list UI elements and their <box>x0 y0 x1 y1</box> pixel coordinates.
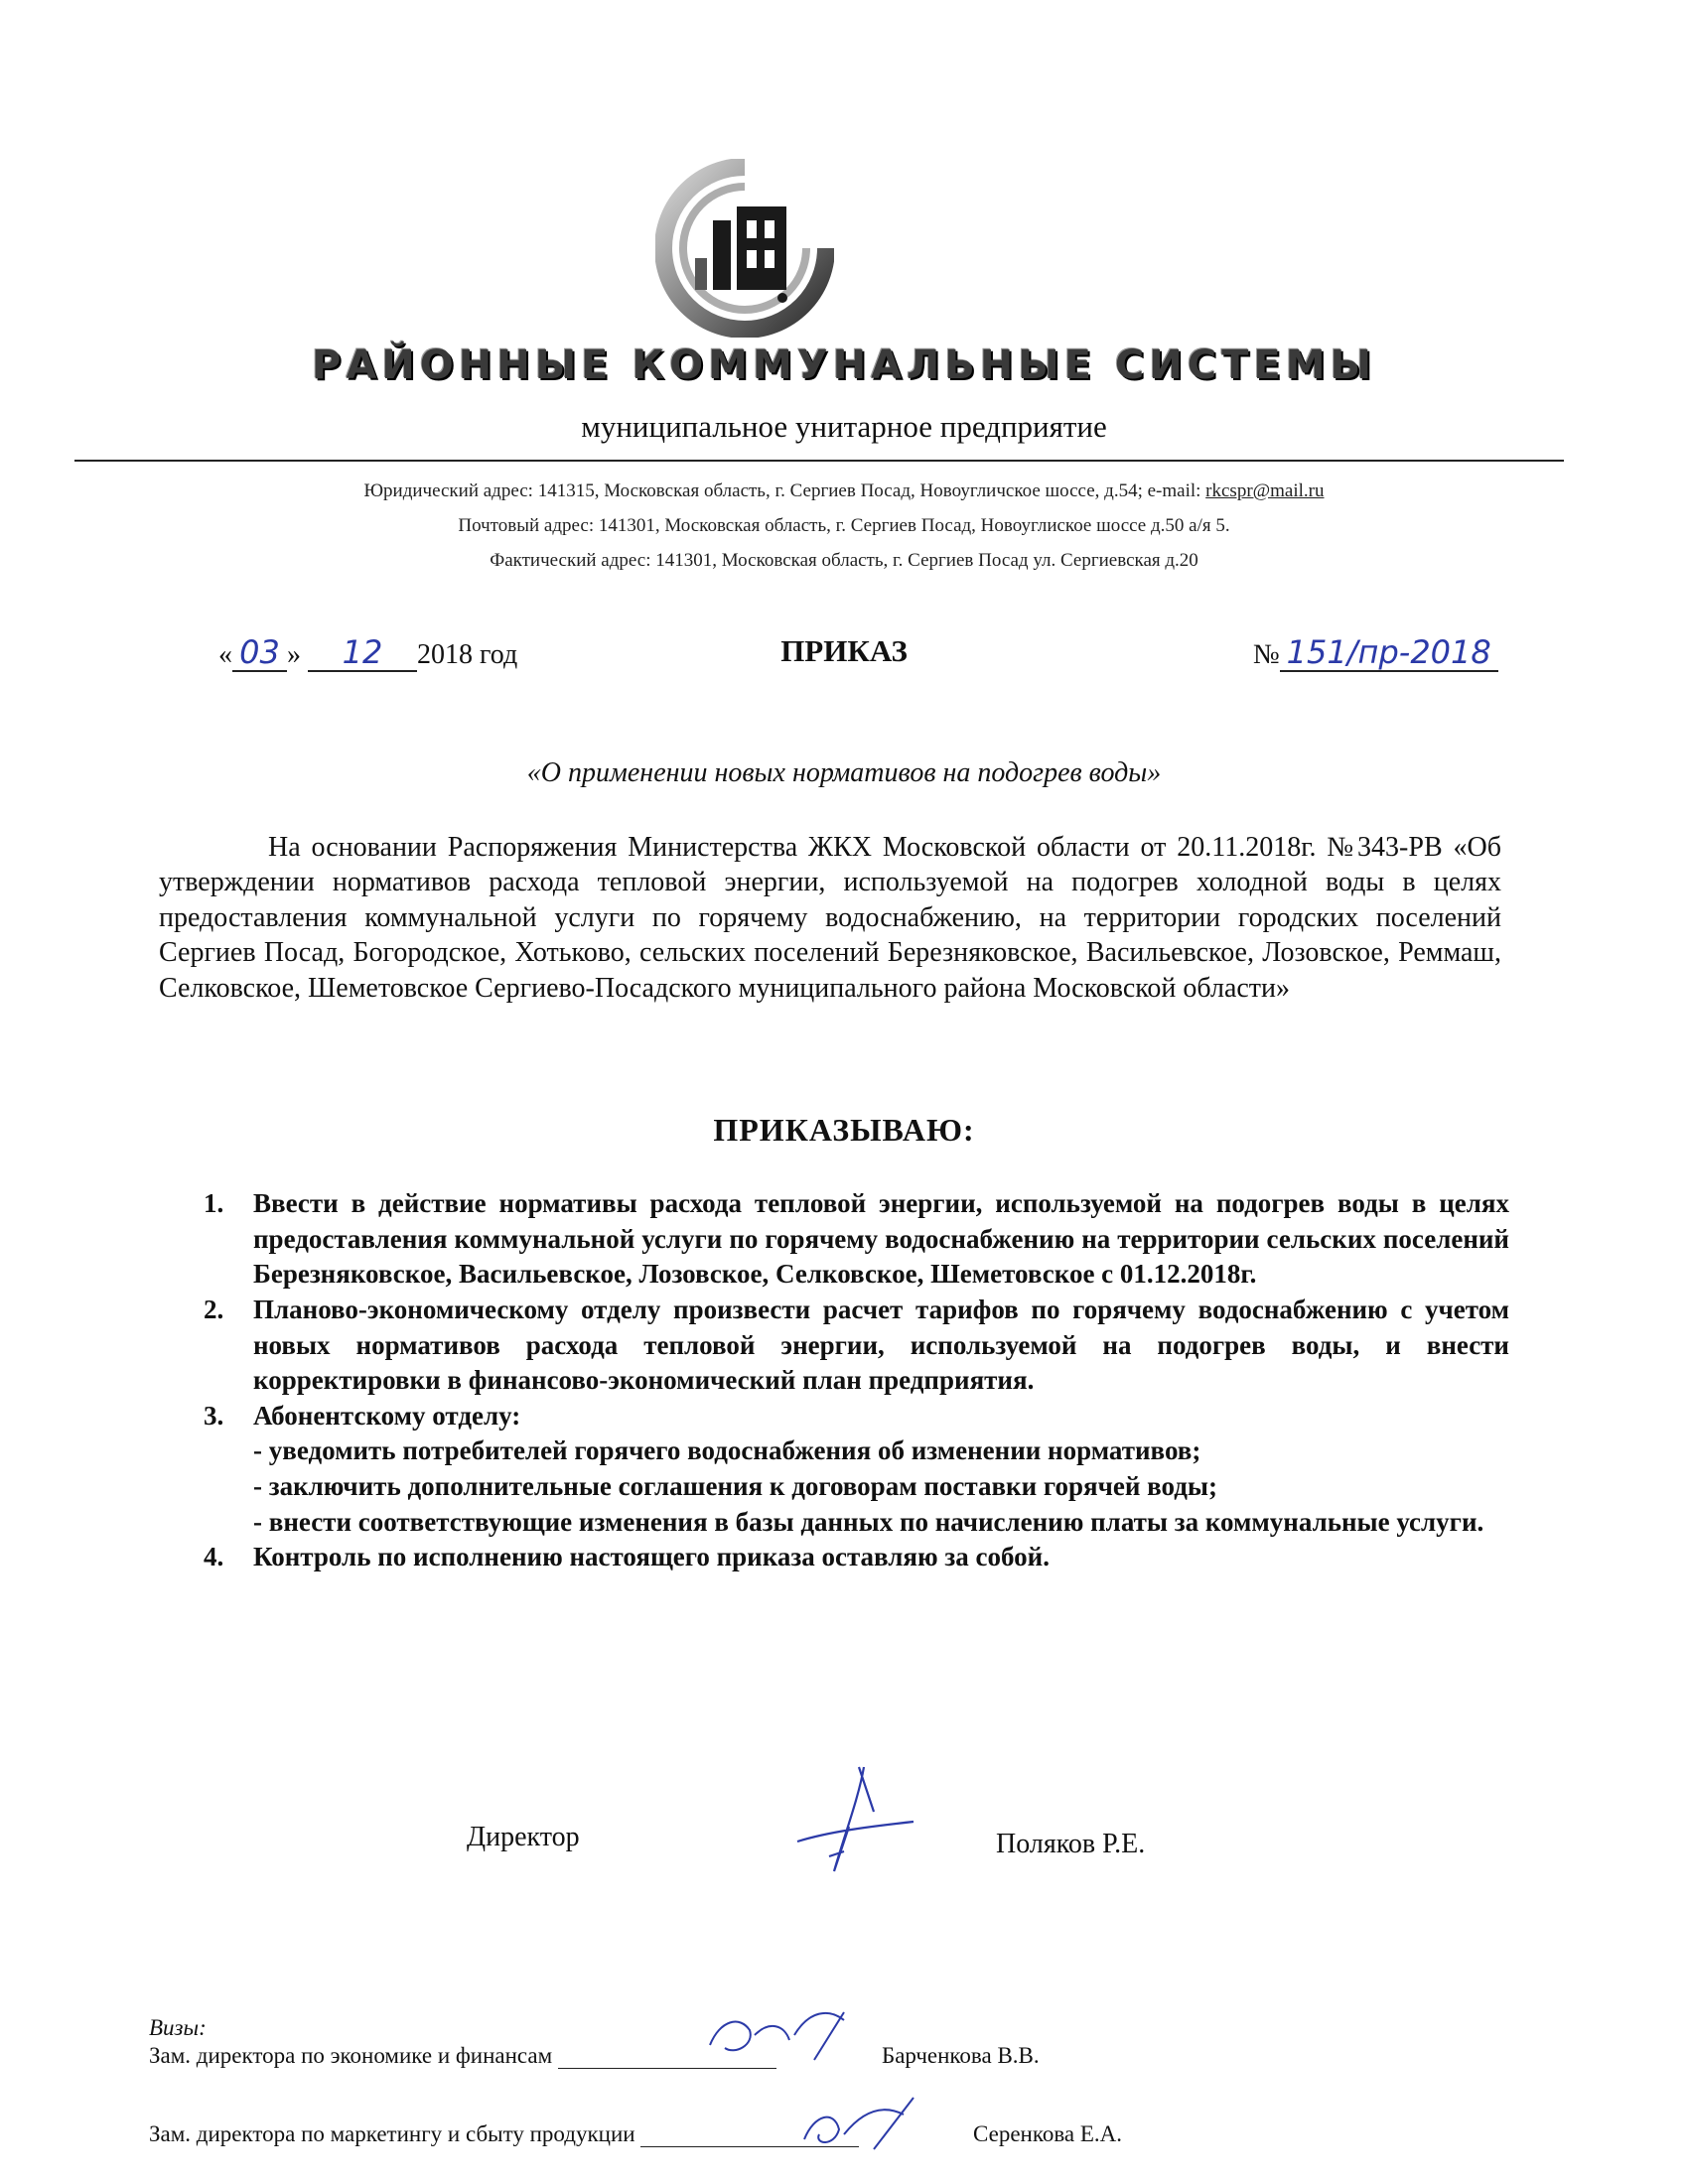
sub-item <box>253 1505 1509 1541</box>
letterhead-divider <box>74 460 1564 462</box>
sub-item <box>253 1469 1509 1505</box>
director-signature-icon <box>789 1757 918 1886</box>
item-text: Планово-экономическому отделу произвести расчет тарифов по горячему водоснабжению с учетом новых нормативов расхода тепловой энергии, используемой на подогрев воды, и внести корректировки в финансово-экономический план предприятия. <box>253 1294 1509 1396</box>
order-items <box>204 1186 1509 1575</box>
item-text: Контроль по исполнению настоящего приказа оставляю за собой. <box>253 1542 1050 1572</box>
organization-type: муниципальное унитарное предприятие <box>581 409 1107 444</box>
order-subject: «О применении новых нормативов на подогрев воды» <box>526 757 1162 788</box>
actual-address: Фактический адрес: 141301, Московская область, г. Сергиев Посад ул. Сергиевская д.20 <box>490 550 1198 571</box>
item-text: Абонентскому отделу: <box>253 1400 521 1431</box>
item-number: 2. <box>204 1294 224 1324</box>
legal-address-text: Юридический адрес: 141315, Московская область, г. Сергиев Посад, Новоугличское шоссе, д.54; e-mail: <box>363 480 1206 501</box>
signatory-title: Директор <box>467 1822 580 1852</box>
company-logo-icon <box>655 159 834 338</box>
item-number: 4. <box>204 1542 224 1572</box>
order-number <box>1253 635 1498 672</box>
item-text: Ввести в действие нормативы расхода тепловой энергии, используемой на подогрев воды в целях предоставления коммунальной услуги по горячему водоснабжению на территории сельских поселений Березняковское, Васильевское, Лозовское, Селковское, Шеметовское с 01.12.2018г. <box>253 1188 1509 1290</box>
legal-address <box>0 480 1688 502</box>
order-item-2 <box>204 1293 1509 1399</box>
order-heading: ПРИКАЗЫВАЮ: <box>713 1112 975 1148</box>
visa-position: Зам. директора по экономике и финансам <box>149 2043 553 2068</box>
postal-address: Почтовый адрес: 141301, Московская область, г. Сергиев Посад, Новоуглиское шоссе д.50 а/я 5. <box>458 515 1230 536</box>
visa-name: Серенкова Е.А. <box>973 2121 1123 2146</box>
item-number: 1. <box>204 1188 224 1218</box>
date-year: 2018 год <box>417 639 518 670</box>
visa-signature-2-icon <box>794 2090 933 2159</box>
order-number-value: 151/пр-2018 <box>1280 635 1498 672</box>
organization-name: РАЙОННЫЕ КОММУНАЛЬНЫЕ СИСТЕМЫ <box>312 342 1376 388</box>
document-title: ПРИКАЗ <box>780 633 908 668</box>
date-day: 03 <box>232 635 287 672</box>
visa-row-1 <box>149 2043 776 2069</box>
signatory-name: Поляков Р.Е. <box>996 1829 1146 1859</box>
visa-signature-1-icon <box>695 2000 874 2070</box>
basis-paragraph: На основании Распоряжения Министерства ЖКХ Московской области от 20.11.2018г. №343-РВ «Об утверждении нормативов расхода тепловой энергии, используемой на подогрев холодной воды в целях предоставления коммунальной услуги по горячему водоснабжению, на территории городских поселений Сергиев Посад, Богородское, Хотьково, сельских поселений Березняковское, Васильевское, Лозовское, Реммаш, Селковское, Шеметовское Сергиево-Посадского муниципального района Московской области» <box>159 832 1501 1004</box>
visas-label: Визы: <box>149 2015 207 2040</box>
sub-item-text: - уведомить потребителей горячего водоснабжения об изменении нормативов; <box>253 1435 1201 1466</box>
sub-item <box>253 1433 1509 1469</box>
sub-item-text: - внести соответствующие изменения в базы данных по начислению платы за коммунальные услуги. <box>253 1506 1484 1537</box>
visa-name: Барченкова В.В. <box>882 2043 1040 2068</box>
visa-row-2 <box>149 2121 859 2147</box>
date-close-quote: » <box>287 639 301 670</box>
item-number: 3. <box>204 1400 224 1431</box>
date-open-quote: « <box>218 639 232 670</box>
date-month: 12 <box>308 635 417 672</box>
email-link[interactable]: rkсspr@mail.ru <box>1205 480 1325 501</box>
order-item-1 <box>204 1186 1509 1293</box>
sub-item-text: - заключить дополнительные соглашения к договорам поставки горячей воды; <box>253 1471 1217 1501</box>
number-sign: № <box>1253 639 1280 670</box>
visa-position: Зам. директора по маркетингу и сбыту продукции <box>149 2121 635 2146</box>
order-item-3 <box>204 1399 1509 1541</box>
order-item-4 <box>204 1540 1509 1575</box>
